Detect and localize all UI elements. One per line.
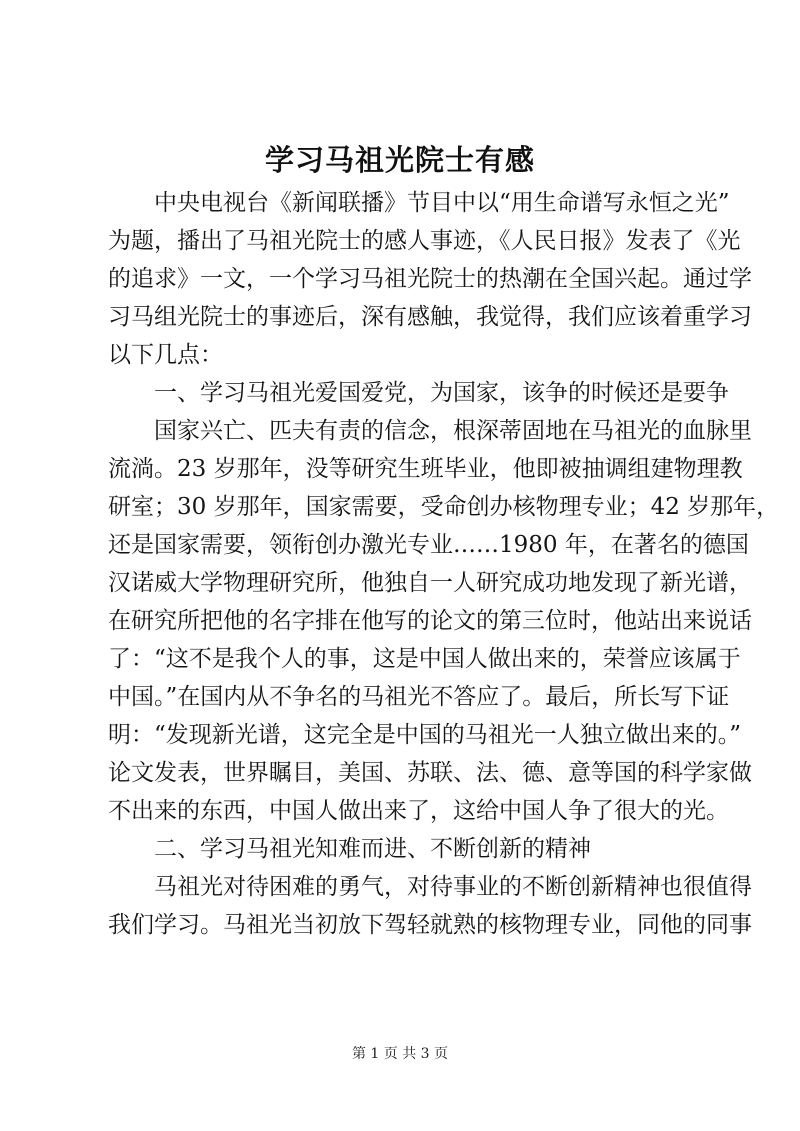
- document-title: 学习马祖光院士有感: [264, 143, 535, 177]
- paragraph-line: 国家兴亡、匹夫有责的信念，根深蒂固地在马祖光的血脉里: [154, 418, 752, 444]
- paragraph-line: 论文发表，世界瞩目，美国、苏联、法、德、意等国的科学家做: [108, 760, 752, 786]
- paragraph-line: 中央电视台《新闻联播》节目中以“用生命谱写永恒之光”: [154, 190, 730, 216]
- paragraph-line: 了：“这不是我个人的事，这是中国人做出来的，荣誉应该属于: [108, 646, 741, 672]
- paragraph-line: 在研究所把他的名字排在他写的论文的第三位时，他站出来说话: [108, 608, 752, 634]
- paragraph-line: 的追求》一文，一个学习马祖光院士的热潮在全国兴起。通过学: [108, 266, 752, 292]
- paragraph-line: 中国。”在国内从不争名的马祖光不答应了。最后，所长写下证: [108, 684, 730, 710]
- paragraph-line: 为题，播出了马祖光院士的感人事迹，《人民日报》发表了《光: [108, 228, 741, 254]
- paragraph-line: 汉诺威大学物理研究所，他独自一人研究成功地发现了新光谱，: [108, 570, 752, 596]
- paragraph-line: 研室；30 岁那年，国家需要，受命创办核物理专业；42 岁那年，: [108, 494, 780, 520]
- paragraph-line: 马祖光对待困难的勇气，对待事业的不断创新精神也很值得: [154, 874, 752, 900]
- paragraph-line: 流淌。23 岁那年，没等研究生班毕业，他即被抽调组建物理教: [108, 456, 743, 482]
- document-body: [108, 184, 780, 944]
- paragraph-line: 以下几点：: [108, 342, 223, 368]
- paragraph-line: 不出来的东西，中国人做出来了，这给中国人争了很大的光。: [108, 798, 729, 824]
- paragraph-line: 明：“发现新光谱，这完全是中国的马祖光一人独立做出来的。”: [108, 722, 742, 748]
- section-heading: 二、学习马祖光知难而进、不断创新的精神: [154, 836, 591, 862]
- page-footer: 第 1 页 共 3 页: [351, 1046, 449, 1062]
- paragraph-line: 还是国家需要，领衔创办激光专业……1980 年，在著名的德国: [108, 532, 749, 558]
- paragraph-line: 我们学习。马祖光当初放下驾轻就熟的核物理专业，同他的同事: [108, 912, 752, 938]
- paragraph-line: 习马组光院士的事迹后，深有感触，我觉得，我们应该着重学习: [108, 304, 752, 330]
- section-heading: 一、学习马祖光爱国爱党，为国家，该争的时候还是要争: [154, 380, 729, 406]
